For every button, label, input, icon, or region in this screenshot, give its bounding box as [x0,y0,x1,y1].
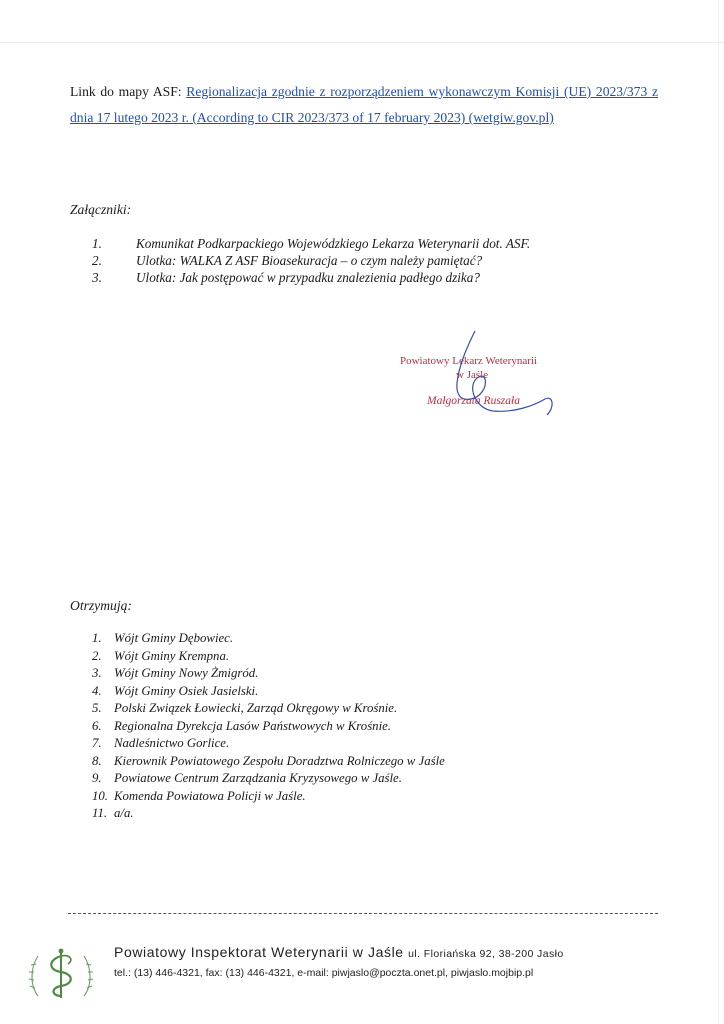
signature-title: Powiatowy Lekarz Weterynarii [400,355,537,367]
handwritten-signature-icon [395,325,575,425]
list-item: 9. Powiatowe Centrum Zarządzania Kryzysowego w Jaśle. [92,771,402,785]
list-item: 1. Wójt Gminy Dębowiec. [92,631,234,645]
footer-contact: tel.: (13) 446-4321, fax: (13) 446-4321, e-mail: piwjaslo@poczta.onet.pl, piwjaslo.mojbip.pl [114,967,534,979]
page-right-border [718,0,719,1024]
attachments-list [92,235,530,286]
footer-divider [68,913,658,914]
list-item: 8. Kierownik Powiatowego Zespołu Doradztwa Rolniczego w Jaśle [92,753,445,768]
list-item: 3. Wójt Gminy Nowy Żmigród. [92,666,259,680]
list-item: 6. Regionalna Dyrekcja Lasów Państwowych w Krośnie. [92,718,392,733]
recipients-heading: Otrzymują: [70,598,132,613]
list-item: 10. Komenda Powiatowa Policji w Jaśle. [92,788,306,803]
organization-name: Powiatowy Inspektorat Weterynarii w Jaśle [114,944,404,960]
signatory-name: Małgorzata Ruszała [427,395,520,407]
asf-regionalization-link[interactable]: Regionalizacja zgodnie z rozporządzeniem wykonawczym Komisji (UE) 2023/373 z dnia 17 lutego 2023 r. (According to CIR 2023/373 of 17 february 2023) (wetgiw.gov.pl) [70,84,658,125]
list-item: 3. Ulotka: Jak postępować w przypadku znalezienia padłego dzika? [92,270,480,285]
asf-map-link-paragraph [70,79,658,131]
link-prefix: Link do mapy ASF: [70,84,187,99]
recipients-list [92,630,445,823]
signature-stamp [395,325,575,425]
list-item: 4. Wójt Gminy Osiek Jasielski. [92,683,259,698]
footer-organization [114,944,564,960]
organization-address: ul. Floriańska 92, 38-200 Jasło [408,948,564,960]
list-item: 1. Komunikat Podkarpackiego Wojewódzkiego Lekarza Weterynarii dot. ASF. [92,236,531,251]
attachments-heading: Załączniki: [70,202,132,217]
page-top-border [0,42,724,43]
list-item: 2. Wójt Gminy Krempna. [92,648,230,663]
list-item: 2. Ulotka: WALKA Z ASF Bioasekuracja – o czym należy pamiętać? [92,253,483,268]
list-item: 11. a/a. [92,806,134,820]
list-item: 7. Nadleśnictwo Gorlice. [92,736,230,750]
list-item: 5. Polski Związek Łowiecki, Zarząd Okręgowy w Krośnie. [92,701,398,715]
veterinary-caduceus-icon [26,946,96,1004]
signature-title-location: w Jaśle [456,369,489,381]
